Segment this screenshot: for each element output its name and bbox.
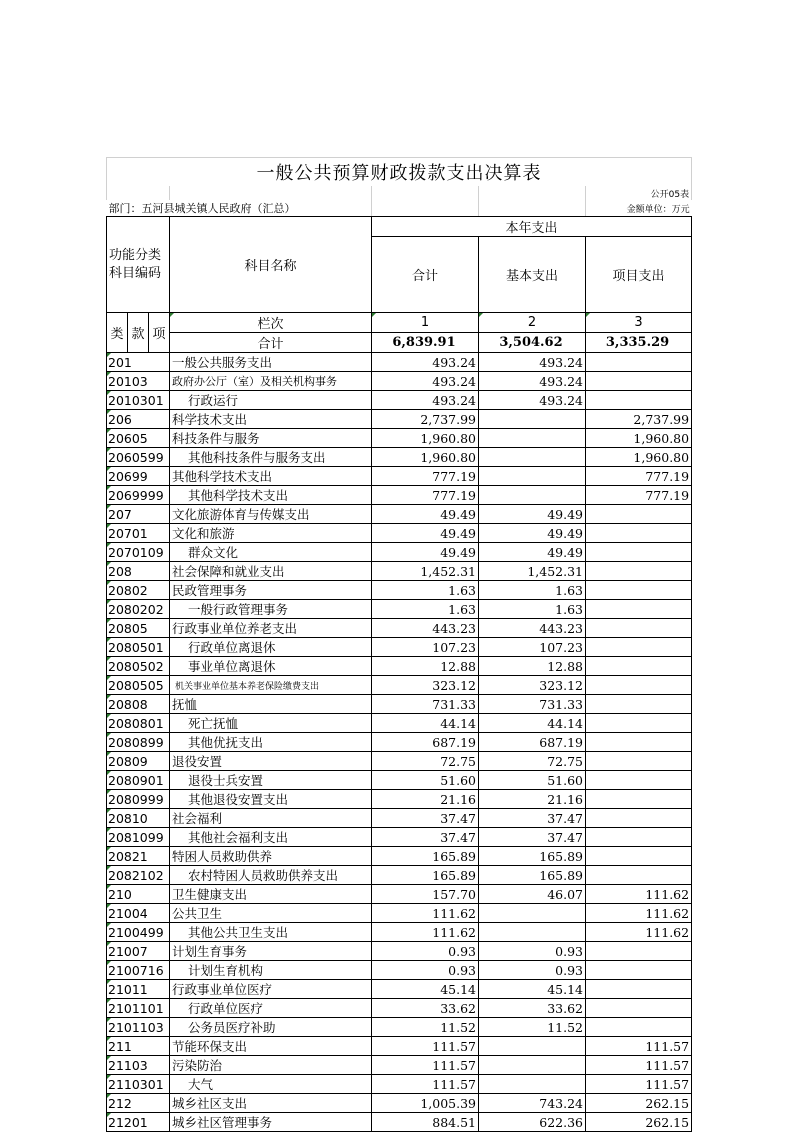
row-basic-value [479,923,586,942]
row-code: 21011 [107,980,170,999]
row-project-value: 262.15 [586,1113,692,1132]
row-code: 2100716 [107,961,170,980]
row-total-value: 777.19 [372,486,479,505]
row-project-value [586,581,692,600]
row-project-value [586,714,692,733]
table-row [107,410,692,429]
row-total-value: 165.89 [372,847,479,866]
table-row [107,1075,692,1094]
table-row [107,657,692,676]
row-code: 206 [107,410,170,429]
table-row [107,391,692,410]
row-code: 20103 [107,372,170,391]
row-basic-value: 1.63 [479,600,586,619]
row-basic-value: 51.60 [479,771,586,790]
row-basic-value: 45.14 [479,980,586,999]
row-basic-value: 11.52 [479,1018,586,1037]
row-project-value [586,866,692,885]
table-row [107,581,692,600]
row-subject-name: 其他退役安置支出 [170,790,372,809]
row-total-value: 0.93 [372,961,479,980]
row-total-value: 44.14 [372,714,479,733]
row-subject-name: 农村特困人员救助供养支出 [170,866,372,885]
table-row [107,543,692,562]
row-basic-value: 72.75 [479,752,586,771]
row-project-value: 1,960.80 [586,429,692,448]
row-total-value: 12.88 [372,657,479,676]
row-project-value: 1,960.80 [586,448,692,467]
row-project-value [586,942,692,961]
table-row [107,353,692,372]
table-row [107,999,692,1018]
row-subject-name: 计划生育事务 [170,942,372,961]
data-rows [107,353,692,1132]
table-row [107,676,692,695]
row-code: 21007 [107,942,170,961]
row-project-value [586,733,692,752]
row-basic-value: 743.24 [479,1094,586,1113]
row-subject-name: 抚恤 [170,695,372,714]
row-code: 20810 [107,809,170,828]
row-total-value: 0.93 [372,942,479,961]
row-total-value: 493.24 [372,372,479,391]
row-code: 20805 [107,619,170,638]
row-total-value: 72.75 [372,752,479,771]
row-code: 2080505 [107,676,170,695]
row-basic-value: 107.23 [479,638,586,657]
row-basic-value: 687.19 [479,733,586,752]
row-code: 2080502 [107,657,170,676]
row-basic-value: 0.93 [479,942,586,961]
row-code: 2080999 [107,790,170,809]
col1-index: 1 [372,313,479,333]
row-total-value: 1,960.80 [372,429,479,448]
row-subject-name: 行政运行 [170,391,372,410]
row-subject-name: 其他科技条件与服务支出 [170,448,372,467]
col2-index: 2 [479,313,586,333]
table-row [107,714,692,733]
row-basic-value: 49.49 [479,524,586,543]
row-subject-name: 城乡社区支出 [170,1094,372,1113]
table-row [107,1113,692,1132]
table-row [107,429,692,448]
row-total-value: 37.47 [372,809,479,828]
row-project-value [586,809,692,828]
row-subject-name: 行政事业单位医疗 [170,980,372,999]
row-code: 2080501 [107,638,170,657]
row-project-value [586,676,692,695]
row-code: 2082102 [107,866,170,885]
row-basic-value: 49.49 [479,505,586,524]
row-code: 2081099 [107,828,170,847]
table-row [107,1037,692,1056]
row-basic-value [479,410,586,429]
row-project-value: 777.19 [586,486,692,505]
row-subject-name: 行政单位医疗 [170,999,372,1018]
row-project-value [586,562,692,581]
row-basic-value: 323.12 [479,676,586,695]
total-header: 合计 [372,237,479,313]
row-subject-name: 公共卫生 [170,904,372,923]
row-basic-value: 443.23 [479,619,586,638]
row-total-value: 51.60 [372,771,479,790]
row-total-value: 37.47 [372,828,479,847]
table-row [107,923,692,942]
table-row [107,752,692,771]
row-total-value: 493.24 [372,353,479,372]
row-subject-name: 行政单位离退休 [170,638,372,657]
row-project-value: 111.57 [586,1037,692,1056]
table-row [107,885,692,904]
row-total-value: 111.62 [372,904,479,923]
row-basic-value: 44.14 [479,714,586,733]
row-total-value: 111.57 [372,1037,479,1056]
unit-label: 金额单位：万元 [586,200,692,217]
row-project-value: 2,737.99 [586,410,692,429]
table-row [107,961,692,980]
row-project-value [586,505,692,524]
grand-project: 3,335.29 [586,333,692,353]
row-basic-value: 1.63 [479,581,586,600]
row-project-value [586,771,692,790]
row-subject-name: 其他科学技术支出 [170,486,372,505]
xiang-header: 项 [149,313,170,353]
table-row [107,733,692,752]
row-code: 2080901 [107,771,170,790]
row-subject-name: 行政事业单位养老支出 [170,619,372,638]
row-subject-name: 文化和旅游 [170,524,372,543]
table-row [107,467,692,486]
row-subject-name: 卫生健康支出 [170,885,372,904]
row-basic-value [479,429,586,448]
row-project-value [586,353,692,372]
table-row [107,486,692,505]
func-code-header: 功能分类科目编码 [107,217,170,313]
table-row [107,695,692,714]
lei-header: 类 [107,313,128,353]
row-code: 2101103 [107,1018,170,1037]
row-total-value: 49.49 [372,524,479,543]
row-code: 20605 [107,429,170,448]
row-basic-value [479,448,586,467]
row-code: 2010301 [107,391,170,410]
row-basic-value: 46.07 [479,885,586,904]
row-total-value: 493.24 [372,391,479,410]
row-subject-name: 城乡社区管理事务 [170,1113,372,1132]
row-subject-name: 特困人员救助供养 [170,847,372,866]
row-basic-value: 37.47 [479,828,586,847]
year-expense-header: 本年支出 [372,217,692,237]
row-subject-name: 公务员医疗补助 [170,1018,372,1037]
row-total-value: 45.14 [372,980,479,999]
row-subject-name: 其他社会福利支出 [170,828,372,847]
row-code: 2070109 [107,543,170,562]
row-subject-name: 政府办公厅（室）及相关机构事务 [170,372,372,391]
row-basic-value: 37.47 [479,809,586,828]
table-row [107,771,692,790]
row-total-value: 49.49 [372,505,479,524]
row-basic-value: 493.24 [479,353,586,372]
table-row [107,505,692,524]
row-code: 2110301 [107,1075,170,1094]
row-project-value [586,828,692,847]
row-basic-value: 165.89 [479,847,586,866]
row-code: 211 [107,1037,170,1056]
table-row [107,790,692,809]
row-basic-value [479,1075,586,1094]
row-project-value [586,638,692,657]
row-project-value: 111.57 [586,1056,692,1075]
basic-header: 基本支出 [479,237,586,313]
row-total-value: 687.19 [372,733,479,752]
row-code: 20808 [107,695,170,714]
row-code: 2080899 [107,733,170,752]
row-total-value: 2,737.99 [372,410,479,429]
row-code: 2060599 [107,448,170,467]
row-code: 21201 [107,1113,170,1132]
row-project-value [586,391,692,410]
row-basic-value [479,904,586,923]
row-code: 2080801 [107,714,170,733]
row-code: 20699 [107,467,170,486]
grand-total: 6,839.91 [372,333,479,353]
row-project-value [586,372,692,391]
row-total-value: 777.19 [372,467,479,486]
table-row [107,372,692,391]
row-project-value: 111.62 [586,923,692,942]
table-row [107,448,692,467]
row-total-value: 11.52 [372,1018,479,1037]
table-row [107,524,692,543]
row-subject-name: 社会保障和就业支出 [170,562,372,581]
row-project-value [586,980,692,999]
table-row [107,1056,692,1075]
row-subject-name: 其他公共卫生支出 [170,923,372,942]
row-code: 20821 [107,847,170,866]
row-code: 2069999 [107,486,170,505]
row-project-value [586,847,692,866]
row-subject-name: 社会福利 [170,809,372,828]
table-row [107,847,692,866]
row-code: 212 [107,1094,170,1113]
row-project-value [586,961,692,980]
col3-index: 3 [586,313,692,333]
row-total-value: 1,452.31 [372,562,479,581]
row-project-value [586,999,692,1018]
row-total-value: 33.62 [372,999,479,1018]
form-code: 公开05表 [586,186,692,200]
row-total-value: 107.23 [372,638,479,657]
row-code: 20701 [107,524,170,543]
row-code: 2100499 [107,923,170,942]
row-subject-name: 节能环保支出 [170,1037,372,1056]
row-total-value: 443.23 [372,619,479,638]
row-code: 20802 [107,581,170,600]
row-project-value [586,524,692,543]
report-sheet [106,157,691,1132]
row-total-value: 157.70 [372,885,479,904]
expense-table [106,157,692,1132]
row-total-value: 1,005.39 [372,1094,479,1113]
row-project-value [586,657,692,676]
row-project-value [586,695,692,714]
department-label: 部门：五河县城关镇人民政府（汇总） [107,200,372,217]
row-total-value: 21.16 [372,790,479,809]
subject-name-header: 科目名称 [170,217,372,313]
row-total-value: 1,960.80 [372,448,479,467]
row-project-value [586,600,692,619]
row-basic-value: 12.88 [479,657,586,676]
table-row [107,1018,692,1037]
row-project-value [586,543,692,562]
row-basic-value: 0.93 [479,961,586,980]
row-project-value [586,790,692,809]
row-basic-value: 493.24 [479,372,586,391]
row-basic-value: 731.33 [479,695,586,714]
table-row [107,1094,692,1113]
row-subject-name: 一般公共服务支出 [170,353,372,372]
row-code: 207 [107,505,170,524]
row-subject-name: 其他科学技术支出 [170,467,372,486]
row-total-value: 1.63 [372,600,479,619]
row-code: 21004 [107,904,170,923]
row-subject-name: 机关事业单位基本养老保险缴费支出 [170,676,372,695]
row-subject-name: 死亡抚恤 [170,714,372,733]
total-row-label: 合计 [170,333,372,353]
row-total-value: 111.57 [372,1056,479,1075]
row-subject-name: 科技条件与服务 [170,429,372,448]
row-total-value: 731.33 [372,695,479,714]
row-subject-name: 事业单位离退休 [170,657,372,676]
row-project-value: 777.19 [586,467,692,486]
row-subject-name: 污染防治 [170,1056,372,1075]
table-row [107,619,692,638]
row-code: 20809 [107,752,170,771]
row-total-value: 165.89 [372,866,479,885]
table-row [107,904,692,923]
row-code: 21103 [107,1056,170,1075]
row-total-value: 111.57 [372,1075,479,1094]
row-subject-name: 群众文化 [170,543,372,562]
row-basic-value: 33.62 [479,999,586,1018]
row-code: 2101101 [107,999,170,1018]
table-row [107,828,692,847]
row-code: 201 [107,353,170,372]
table-row [107,866,692,885]
row-code: 210 [107,885,170,904]
row-project-value: 111.62 [586,904,692,923]
table-row [107,809,692,828]
row-total-value: 111.62 [372,923,479,942]
row-subject-name: 大气 [170,1075,372,1094]
row-total-value: 323.12 [372,676,479,695]
row-subject-name: 退役安置 [170,752,372,771]
table-row [107,942,692,961]
row-basic-value [479,1056,586,1075]
row-basic-value [479,486,586,505]
row-project-value: 262.15 [586,1094,692,1113]
row-basic-value: 21.16 [479,790,586,809]
project-header: 项目支出 [586,237,692,313]
row-basic-value: 622.36 [479,1113,586,1132]
kuan-header: 款 [128,313,149,353]
row-project-value [586,619,692,638]
row-code: 2080202 [107,600,170,619]
row-basic-value: 165.89 [479,866,586,885]
report-title: 一般公共预算财政拨款支出决算表 [107,158,692,187]
table-row [107,980,692,999]
row-project-value [586,752,692,771]
row-basic-value: 493.24 [479,391,586,410]
row-total-value: 49.49 [372,543,479,562]
row-subject-name: 文化旅游体育与传媒支出 [170,505,372,524]
row-subject-name: 民政管理事务 [170,581,372,600]
row-total-value: 884.51 [372,1113,479,1132]
row-basic-value: 1,452.31 [479,562,586,581]
row-subject-name: 其他优抚支出 [170,733,372,752]
table-row [107,600,692,619]
row-subject-name: 计划生育机构 [170,961,372,980]
row-subject-name: 一般行政管理事务 [170,600,372,619]
row-basic-value: 49.49 [479,543,586,562]
table-row [107,562,692,581]
column-index-label: 栏次 [170,313,372,333]
grand-basic: 3,504.62 [479,333,586,353]
row-subject-name: 科学技术支出 [170,410,372,429]
row-project-value: 111.57 [586,1075,692,1094]
row-project-value: 111.62 [586,885,692,904]
row-total-value: 1.63 [372,581,479,600]
row-code: 208 [107,562,170,581]
row-basic-value [479,1037,586,1056]
row-basic-value [479,467,586,486]
table-row [107,638,692,657]
row-subject-name: 退役士兵安置 [170,771,372,790]
row-project-value [586,1018,692,1037]
